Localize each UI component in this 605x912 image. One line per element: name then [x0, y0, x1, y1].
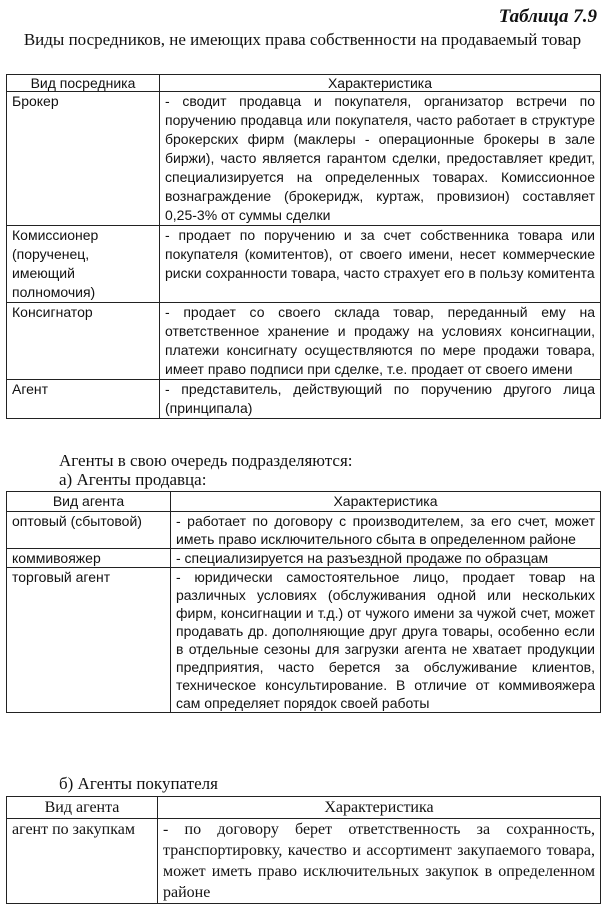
- table-row: [7, 226, 601, 303]
- intermediary-description: - сводит продавца и покупателя, организатор встречи по поручению продавца или покупателя, часто работает в структуре брокерских фирм (маклеры - операционные брокеры в зале биржи), часто является гарантом сделки, предоставляет кредит, специализируется на определенных товарах. Комиссионное вознаграждение (брокеридж, куртаж, провизион) составляет 0,25-3% от суммы сделки: [160, 92, 601, 226]
- intermediary-type: Агент: [7, 380, 160, 419]
- table-row: [7, 568, 601, 713]
- agent-type: агент по закупкам: [7, 819, 158, 904]
- table-row: [7, 380, 601, 419]
- intermediaries-table: [6, 74, 601, 419]
- intermediary-description: - представитель, действующий по поручению другого лица (принципала): [160, 380, 601, 419]
- intermediary-description: - продает со своего склада товар, переданный ему на ответственное хранение и продажу на условиях консигнации, платежи консигнату осуществляются по мере продажи товара, имеет право подписи при сделке, т.е. продает от своего имени: [160, 303, 601, 380]
- table-row: [7, 819, 601, 904]
- table-row: [7, 303, 601, 380]
- buyer-agents-table: [6, 796, 601, 904]
- column-header: Вид агента: [7, 492, 171, 512]
- table-header-row: [7, 492, 601, 512]
- agent-description: - работает по договору с производителем, за его счет, может иметь право исключительного сбыта в определенном районе: [171, 512, 601, 549]
- agent-description: - специализируется на разъездной продаже по образцам: [171, 549, 601, 568]
- column-header: Характеристика: [160, 75, 601, 92]
- seller-agents-table: [6, 491, 601, 713]
- table-title: Виды посредников, не имеющих права собственности на продаваемый товар: [23, 30, 582, 49]
- agent-description: - по договору берет ответственность за сохранность, транспортировку, качество и ассортимент закупаемого товара, может иметь право исключительных закупок в определенном районе: [158, 819, 601, 904]
- table-row: [7, 512, 601, 549]
- table-header-row: [7, 75, 601, 92]
- buyer-agents-heading: б) Агенты покупателя: [59, 774, 218, 793]
- table-number: Таблица 7.9: [498, 6, 597, 27]
- agent-type: оптовый (сбытовой): [7, 512, 171, 549]
- intermediary-description: - продает по поручению и за счет собственника товара или покупателя (комитентов), от своего имени, несет коммерческие риски сохранности товара, часто страхует его в пользу комитента: [160, 226, 601, 303]
- table-row: [7, 549, 601, 568]
- table-header-row: [7, 797, 601, 819]
- column-header: Вид агента: [7, 797, 158, 819]
- intermediary-type: Брокер: [7, 92, 160, 226]
- column-header: Вид посредника: [7, 75, 160, 92]
- agent-type: торговый агент: [7, 568, 171, 713]
- table-row: [7, 92, 601, 226]
- column-header: Характеристика: [158, 797, 601, 819]
- seller-agents-heading: а) Агенты продавца:: [59, 470, 207, 489]
- agent-description: - юридически самостоятельное лицо, продает товар на различных условиях (обслуживания одной или нескольких фирм, консигнации и т.д.) от чужого имени за чужой счет, может продавать др. дополняющие друг друга товары, особенно если в отдельные сезоны для загрузки агента не хватает продукции предприятия, часто берется за обслуживание клиентов, техническое консультирование. В отличие от коммивояжера сам определяет порядок своей работы: [171, 568, 601, 713]
- agents-intro-text: Агенты в свою очередь подразделяются:: [59, 451, 353, 470]
- intermediary-type: Консигнатор: [7, 303, 160, 380]
- intermediary-type: Комиссионер (порученец, имеющий полномочия): [7, 226, 160, 303]
- agent-type: коммивояжер: [7, 549, 171, 568]
- column-header: Характеристика: [171, 492, 601, 512]
